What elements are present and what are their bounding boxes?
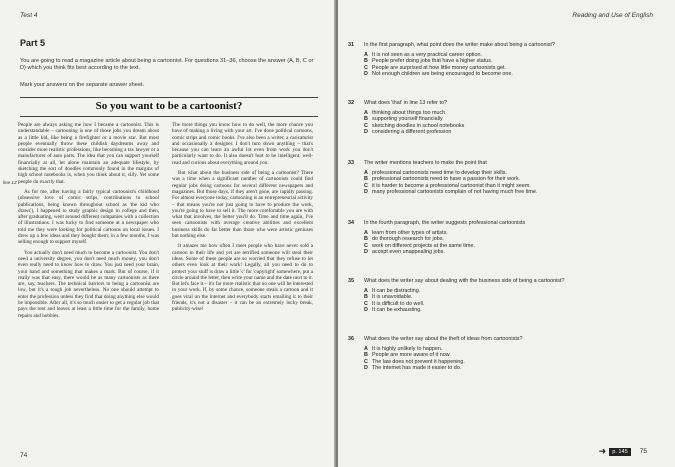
answer-option [348,110,663,117]
answer-sheet-note: Mark your answers on the separate answer sheet. [20,82,145,88]
option-text: It is highly unlikely to happen. [372,345,443,352]
question-34 [348,220,663,256]
answer-option [348,352,663,359]
article-column-1 [18,122,159,323]
answer-option [348,365,663,372]
answer-option [348,116,663,123]
answer-option [348,129,663,136]
option-text: People are more aware of it now. [372,352,451,359]
option-letter: D [364,129,368,136]
answer-option [348,58,663,65]
option-letter: B [364,176,368,183]
paragraph: People are always asking me how I became a cartoonist. This is understandable – cartooning is one of those jobs you dream about as a little kid, like being a firefighter or a movie star. But most people eventually throw these childish daydreams away and consider more realistic professions, like becoming a tax lawyer or a manufacturer of auto parts. The idea that you can support yourself financially at all, let alone maintain an adequate lifestyle, by sketching the sort of doodles commonly found in the margins of high school notebooks is, when you think about it, silly. Yet some people do exactly that. [18,122,159,185]
section-header: Reading and Use of English [572,12,653,19]
option-text: many professional cartoonists complain of not having much free time. [372,189,538,196]
answer-option [348,123,663,130]
option-text: People are surprised at how little money cartoonists get. [372,64,506,71]
answer-option [348,249,663,256]
question-number: 33 [348,160,354,166]
option-text: The internet has made it easier to do. [372,365,462,372]
answer-option [348,52,663,59]
option-text: sketching doodles in school notebooks [372,122,465,129]
answer-option [348,288,663,295]
answer-option [348,71,663,78]
part-heading: Part 5 [20,38,46,48]
option-letter: A [364,287,368,294]
question-31 [348,42,663,78]
line-reference: line 13 [3,180,17,185]
right-page [338,0,675,467]
option-letter: D [364,307,368,314]
answer-option [348,307,663,314]
page-number-left: 74 [20,452,28,459]
paragraph: You actually don't need much to become a cartoonist. You don't need a university degree, you don't need much money, you don't even really need to know how to draw. You just need your brain, your hand and something that makes a mark. But of course, if it really was that easy, there would be as many cartoonists as there are, say, teachers. The technical barriers to being a cartoonist are low, but it's a tough job nevertheless. No one should attempt to enter the profession unless they find that doing anything else would be impossible. After all, it's so much easier to get a regular job that pays the rent and leaves at least a little time for the family, home repairs and hobbies. [18,249,159,319]
option-letter: B [364,58,368,65]
answer-option [348,346,663,353]
option-text: The law does not prevent it happening. [372,358,465,365]
title-rule-bottom [20,116,318,117]
option-letter: A [364,51,368,58]
option-letter: C [364,182,368,189]
answer-option [348,176,663,183]
option-letter: C [364,64,368,71]
option-letter: D [364,249,368,256]
answer-option [348,301,663,308]
answer-option [348,243,663,250]
answer-option [348,183,663,190]
option-text: learn from other types of artists. [372,229,448,236]
title-rule-top [20,97,318,98]
question-number: 36 [348,336,354,342]
option-letter: D [364,189,368,196]
page-number-right: 75 [639,448,647,455]
answer-option [348,170,663,177]
paragraph: But what about the business side of being a cartoonist? There was a time when a significant number of cartoonists could find regular jobs doing cartoons for several different newspapers and magazines. But those days, if they aren't gone, are rapidly passing. For almost everyone today, cartooning is an entrepreneurial activity – that means you're not just going to have to produce the work, you're going to have to sell it. The more comfortable you are with what that involves, the better you'll do. Time and time again, I've seen cartoonists with average creative abilities and excellent business skills do far better than those who were artistic geniuses but nothing else. [172,170,313,240]
option-text: do thorough research for jobs. [372,236,444,243]
answer-option [348,359,663,366]
option-text: It is not seen as a very practical career option. [372,51,482,58]
option-letter: B [364,352,368,359]
option-letter: D [364,71,368,78]
option-letter: A [364,169,368,176]
article-title: So you want to be a cartoonist? [95,100,243,112]
option-text: It is difficult to do well. [372,300,425,307]
question-stem: What does the writer say about the theft of ideas from cartoonists? [364,336,523,342]
option-letter: A [364,345,368,352]
paragraph: As for me, after having a fairly typical cartoonist's childhood (obsessive love of comic strips, contributions to school publications, being known throughout school as 'the kid who draws'), I happened to study graphic design in college and then, after graduating, went around different companies with a collection of illustrations. I was lucky to find someone at a newspaper who told me they were looking for political cartoons on local issues. I drew up a few ideas and they bought them; in a few months, I was selling enough to support myself. [18,188,159,246]
reference-page-box: p. 145 [609,448,631,456]
option-letter: C [364,122,368,129]
option-letter: C [364,242,368,249]
test-header: Test 4 [20,12,38,19]
answer-option [348,236,663,243]
paragraph: The more things you know how to do well, the more chance you have of making a living with your art. I've done political cartoons, comic strips and comic books. I've also been a writer, a caricaturist and occasionally a designer. I don't turn down anything – that's because you can learn an awful lot even from work you don't particularly want to do. It also doesn't hurt to be intelligent, well-read and curious about everything around you. [172,122,313,166]
option-letter: B [364,116,368,123]
option-letter: D [364,365,368,372]
option-text: It can be distracting. [372,287,421,294]
question-35 [348,278,663,314]
arrow-right-icon: ➜ [598,446,607,456]
question-number: 32 [348,100,354,106]
option-text: considering a different profession [372,129,452,136]
instructions: You are going to read a magazine article about being a cartoonist. For questions 31–36, choose the answer (A, B, C or D) which you think fits best according to the text. [20,58,314,71]
question-stem: In the fourth paragraph, the writer suggests professional cartoonists [364,220,526,226]
option-letter: C [364,358,368,365]
option-letter: B [364,236,368,243]
question-stem: In the first paragraph, what point does the writer make about being a cartoonist? [364,42,555,48]
option-text: It can be exhausting. [372,307,422,314]
paragraph: It amazes me how often I meet people who have never sold a cartoon in their life and yet are terrified someone will steal their ideas. Some of these people are so worried that they refuse to let others even look at their work! Legally, all you need to do to protect your stuff is draw a little 'c' for 'copyright' somewhere, put a circle around the letter, then write your name and the date next to it. But let's face it – it's far more realistic that no one will be interested in your work. If, by some chance, someone steals a cartoon and it goes viral on the internet and everybody starts emailing it to their friends, it's not a disaster – it can be an extremely lucky break, publicity-wise! [172,243,313,313]
option-text: professional cartoonists need time to develop their skills. [372,169,507,176]
option-text: It is unavoidable. [372,294,413,301]
question-number: 31 [348,42,354,48]
article-column-2 [172,122,313,317]
question-stem: What does 'that' in line 13 refer to? [364,100,447,106]
answer-option [348,294,663,301]
option-text: Not enough children are being encouraged to become one. [372,71,513,78]
question-36 [348,336,663,372]
option-text: supporting yourself financially [372,116,443,123]
option-text: it is harder to become a professional cartoonist than it might seem. [372,182,531,189]
answer-option [348,230,663,237]
page-footer-nav [599,446,647,457]
question-32 [348,100,663,136]
question-number: 35 [348,278,354,284]
option-text: accept even unappealing jobs. [372,249,445,256]
answer-option [348,65,663,72]
left-page [0,0,336,467]
option-letter: A [364,109,368,116]
option-letter: B [364,294,368,301]
question-number: 34 [348,220,354,226]
option-letter: C [364,300,368,307]
option-letter: A [364,229,368,236]
question-stem: What does the writer say about dealing with the business side of being a cartoonist? [364,278,565,284]
option-text: People prefer doing jobs that have a higher status. [372,58,493,65]
question-stem: The writer mentions teachers to make the point that [364,160,487,166]
option-text: professional cartoonists need to have a passion for their work. [372,176,521,183]
question-33 [348,160,663,196]
answer-option [348,189,663,196]
option-text: work on different projects at the same time. [372,242,475,249]
option-text: thinking about things too much [372,109,446,116]
